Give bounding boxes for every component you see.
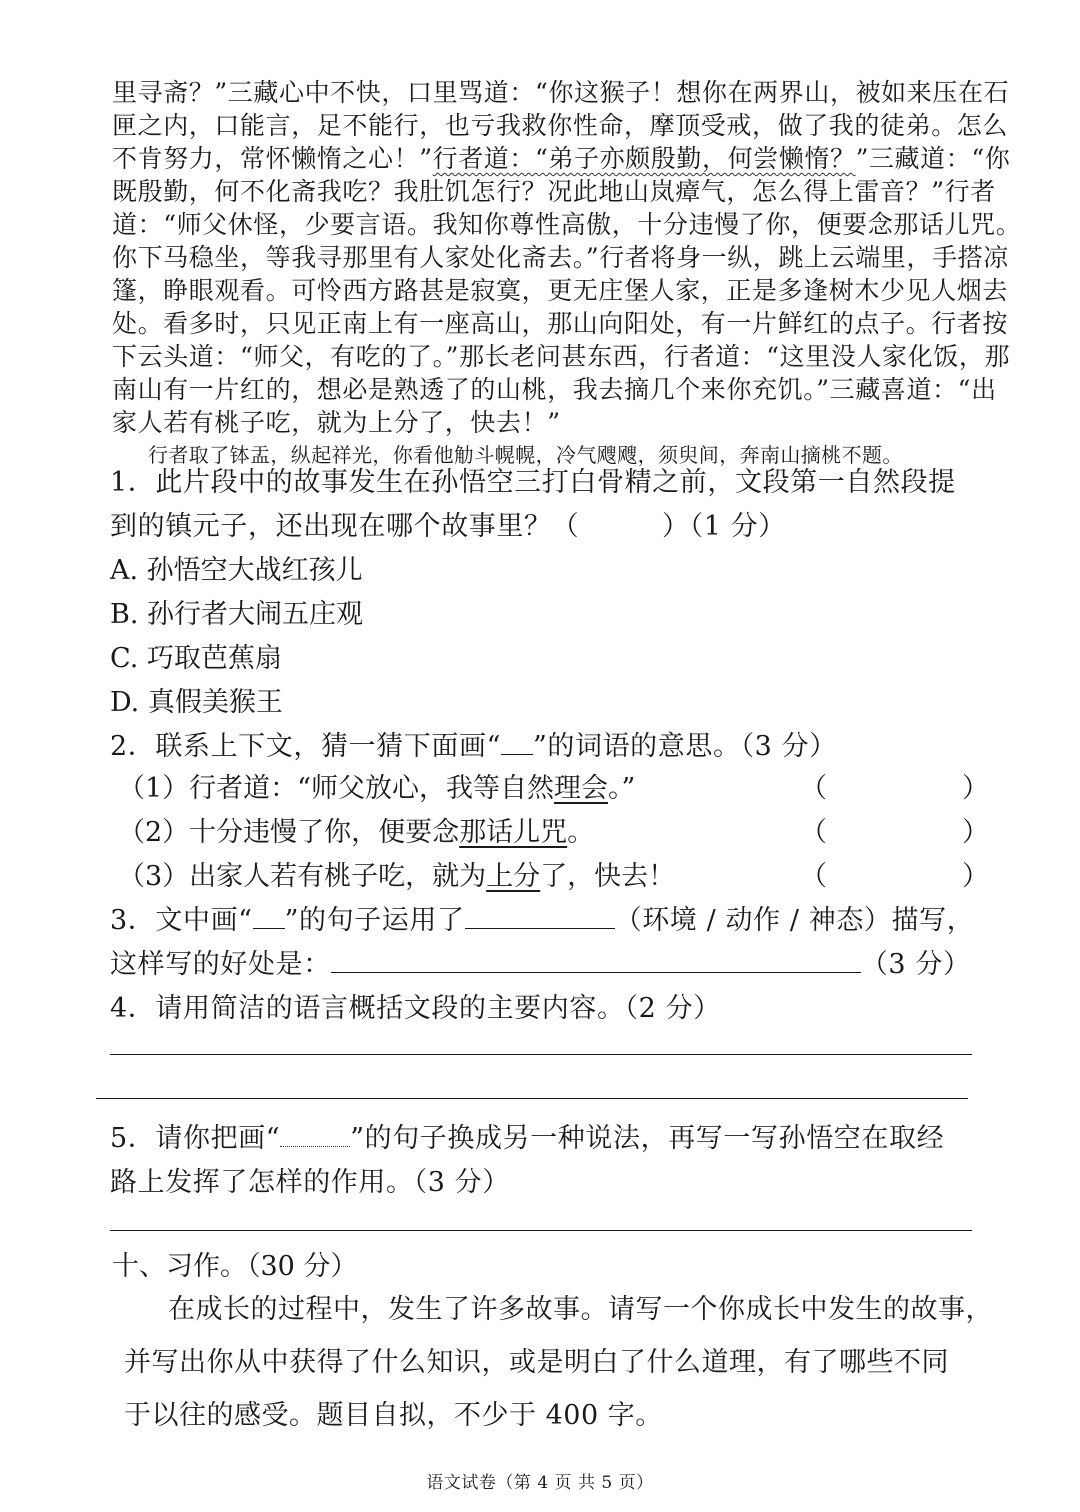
q1-option-b[interactable]: B. 孙行者大闹五庄观 [110,599,364,630]
wavy-underlined-sentence: 行者道：“弟子亦颇殷勤，何尝懒惰？ [432,144,856,173]
essay-section-title: 十、习作。（30 分） [112,1251,358,1282]
q2-answer-blank-2[interactable]: （ ） [800,817,989,848]
q3-text: 这样写的好处是： [110,949,331,980]
q3-text: ”的句子运用了 [284,905,465,936]
q2-answer-blank-3[interactable]: （ ） [800,861,989,892]
underline-mark-sample [253,904,285,929]
essay-prompt [124,1283,993,1442]
reading-passage [112,76,1022,472]
q5-stem-line1 [110,1116,944,1155]
q2-item-3 [118,854,675,893]
passage-line: 篷，睁眼观看。可怜西方路甚是寂寞，更无庄堡人家，正是多逢树木少见人烟去 [112,276,1009,305]
passage-line: 你下马稳坐，等我寻那里有人家处化斋去。”行者将身一纵，跳上云端里，手搭凉 [112,243,1009,272]
passage-line: 既殷勤，何不化斋我吃？我肚饥怎行？况此地山岚瘴气，怎么得上雷音？”行者 [112,177,996,206]
essay-prompt-line: 并写出你从中获得了什么知识，或是明白了什么道理，有了哪些不同 [124,1347,949,1378]
q1-option-c[interactable]: C. 巧取芭蕉扇 [110,643,282,674]
q2-item-1 [118,766,635,805]
q5-text: 5．请你把画“ [110,1123,281,1154]
q1-stem-line1: 1．此片段中的故事发生在孙悟空三打白骨精之前，文段第一自然段提 [110,467,956,498]
q3-stem-line1 [110,898,974,937]
passage-text: ”三藏道：“你 [855,144,1011,173]
q5-answer-line[interactable] [110,1230,972,1231]
q1-stem-line2: 到的镇元子，还出现在哪个故事里？（ ）（1 分） [110,511,786,542]
q2-underlined-word: 理会 [553,773,608,804]
q1-option-a[interactable]: A. 孙悟空大战红孩儿 [110,555,363,586]
passage-line-with-wavy-sentence [112,142,1011,175]
passage-line: 家人若有桃子吃，就为上分了，快去！” [112,408,561,437]
q4-stem: 4．请用简洁的语言概括文段的主要内容。（2 分） [110,993,721,1024]
passage-line: 南山有一片红的，想必是熟透了的山桃，我去摘几个来你充饥。”三藏喜道：“出 [112,375,997,404]
q4-answer-line-2[interactable] [96,1098,968,1099]
passage-text: 不肯努力，常怀懒惰之心！” [112,144,433,173]
q2-item-text: （1）行者道：“师父放心，我等自然 [118,773,554,804]
q2-underlined-word: 那话儿咒 [459,817,568,848]
q2-item-text: （3）出家人若有桃子吃，就为 [118,861,487,892]
q2-stem [110,724,837,763]
page-footer: 语文试卷（第 4 页 共 5 页） [426,1473,654,1493]
q2-underlined-word: 上分 [486,861,541,892]
essay-prompt-line: 在成长的过程中，发生了许多故事。请写一个你成长中发生的故事， [168,1294,993,1325]
essay-prompt-line: 于以往的感受。题目自拟，不少于 400 字。 [124,1400,663,1431]
passage-line: 处。看多时，只见正南上有一座高山，那山向阳处，有一片鲜红的点子。行者按 [112,309,1009,338]
q2-item-2 [118,810,594,849]
q2-item-text: 了，快去！ [540,861,676,892]
passage-line: 里寻斋？”三藏心中不快，口里骂道：“你这猴子！想你在两界山，被如来压在石 [112,78,1010,107]
q3-stem-line2 [110,942,971,981]
q2-item-text: 。” [607,773,636,804]
q1-option-d[interactable]: D. 真假美猴王 [110,687,283,718]
q2-stem-pre: 2．联系上下文，猜一猜下面画“ [110,731,501,762]
q3-text: 3．文中画“ [110,905,253,936]
q4-answer-line-1[interactable] [110,1054,972,1055]
passage-line: 下云头道：“师父，有吃的了。”那长老问甚东西，行者道：“这里没人家化饭，那 [112,342,1011,371]
passage-line: 匣之内，口能言，足不能行，也亏我救你性命，摩顶受戒，做了我的徒弟。怎么 [112,111,1009,140]
q2-item-text: 。 [567,817,595,848]
q3-answer-blank[interactable] [465,904,615,929]
wavy-underline-sample [280,1124,350,1147]
q3-score: （3 分） [860,949,971,980]
q2-item-text: （2）十分违慢了你，便要念 [118,817,460,848]
underline-mark-sample [501,730,533,755]
passage-last-line: 行者取了钵盂，纵起祥光，你看他觔斗幌幌，冷气飕飕，须臾间，奔南山摘桃不题。 [148,443,903,467]
q3-benefit-answer-line[interactable] [331,948,861,973]
passage-line: 道：“师父休怪，少要言语。我知你尊性高傲，十分违慢了你，便要念那话儿咒。 [112,210,1022,239]
q2-answer-blank-1[interactable]: （ ） [800,773,989,804]
q2-stem-post: ”的词语的意思。（3 分） [532,731,837,762]
q3-options-text: （环境 / 动作 / 神态）描写， [614,905,975,936]
q5-text: ”的句子换成另一种说法，再写一写孙悟空在取经 [350,1123,945,1154]
q5-stem-line2: 路上发挥了怎样的作用。（3 分） [110,1167,510,1198]
